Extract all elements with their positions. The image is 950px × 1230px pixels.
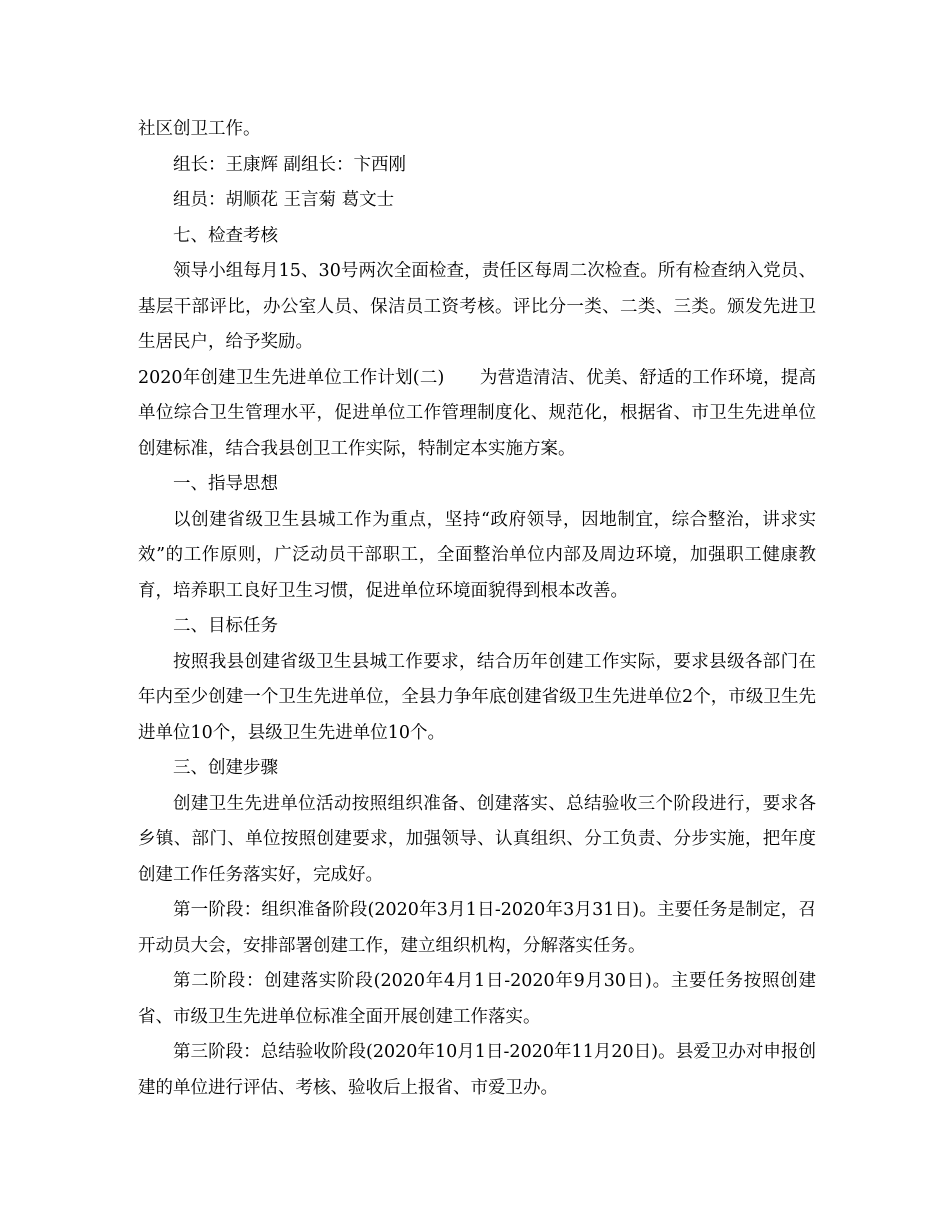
paragraph-guiding-ideology: 以创建省级卫生县城工作为重点，坚持“政府领导，因地制宜，综合整治，讲求实效”的工作原则，广泛动员干部职工，全面整治单位内部及周边环境，加强职工健康教育，培养职工良好卫生习惯，促进单位环境面貌得到根本改善。 xyxy=(138,509,816,601)
paragraph-inspection-details: 领导小组每月15、30号两次全面检查，责任区每周二次检查。所有检查纳入党员、基层干部评比，办公室人员、保洁员工资考核。评比分一类、二类、三类。颁发先进卫生居民户，给予奖励。 xyxy=(138,261,816,352)
paragraph-phase-two: 第二阶段：创建落实阶段(2020年4月1日-2020年9月30日)。主要任务按照创建省、市级卫生先进单位标准全面开展创建工作落实。 xyxy=(138,971,816,1027)
section-heading-steps: 三、创建步骤 xyxy=(173,758,278,778)
paragraph-group-members: 组员：胡顺花 王言菊 葛文士 xyxy=(173,190,395,210)
paragraph-goals: 按照我县创建省级卫生县城工作要求，结合历年创建工作实际，要求县级各部门在年内至少创建一个卫生先进单位，全县力争年底创建省级卫生先进单位2个，市级卫生先进单位10个，县级卫生先进单位10个。 xyxy=(138,651,816,743)
paragraph-intro-continuation: 社区创卫工作。 xyxy=(138,119,261,139)
document-body xyxy=(138,112,816,1106)
paragraph-group-leaders: 组长：王康辉 副组长：卞西刚 xyxy=(173,154,407,175)
section-heading-inspection: 七、检查考核 xyxy=(173,225,278,246)
section-heading-goals: 二、目标任务 xyxy=(173,616,278,636)
paragraph-plan-title-and-intro: 2020年创建卫生先进单位工作计划(二) 为营造清洁、优美、舒适的工作环境，提高单位综合卫生管理水平，促进单位工作管理制度化、规范化，根据省、市卫生先进单位创建标准，结合我县创卫工作实际，特制定本实施方案。 xyxy=(138,367,816,459)
paragraph-phase-three: 第三阶段：总结验收阶段(2020年10月1日-2020年11月20日)。县爱卫办对申报创建的单位进行评估、考核、验收后上报省、市爱卫办。 xyxy=(138,1042,816,1098)
paragraph-phase-one: 第一阶段：组织准备阶段(2020年3月1日-2020年3月31日)。主要任务是制定，召开动员大会，安排部署创建工作，建立组织机构，分解落实任务。 xyxy=(138,900,816,956)
paragraph-steps-overview: 创建卫生先进单位活动按照组织准备、创建落实、总结验收三个阶段进行，要求各乡镇、部门、单位按照创建要求，加强领导、认真组织、分工负责、分步实施，把年度创建工作任务落实好，完成好。 xyxy=(138,793,816,885)
section-heading-guiding-ideology: 一、指导思想 xyxy=(173,474,278,494)
